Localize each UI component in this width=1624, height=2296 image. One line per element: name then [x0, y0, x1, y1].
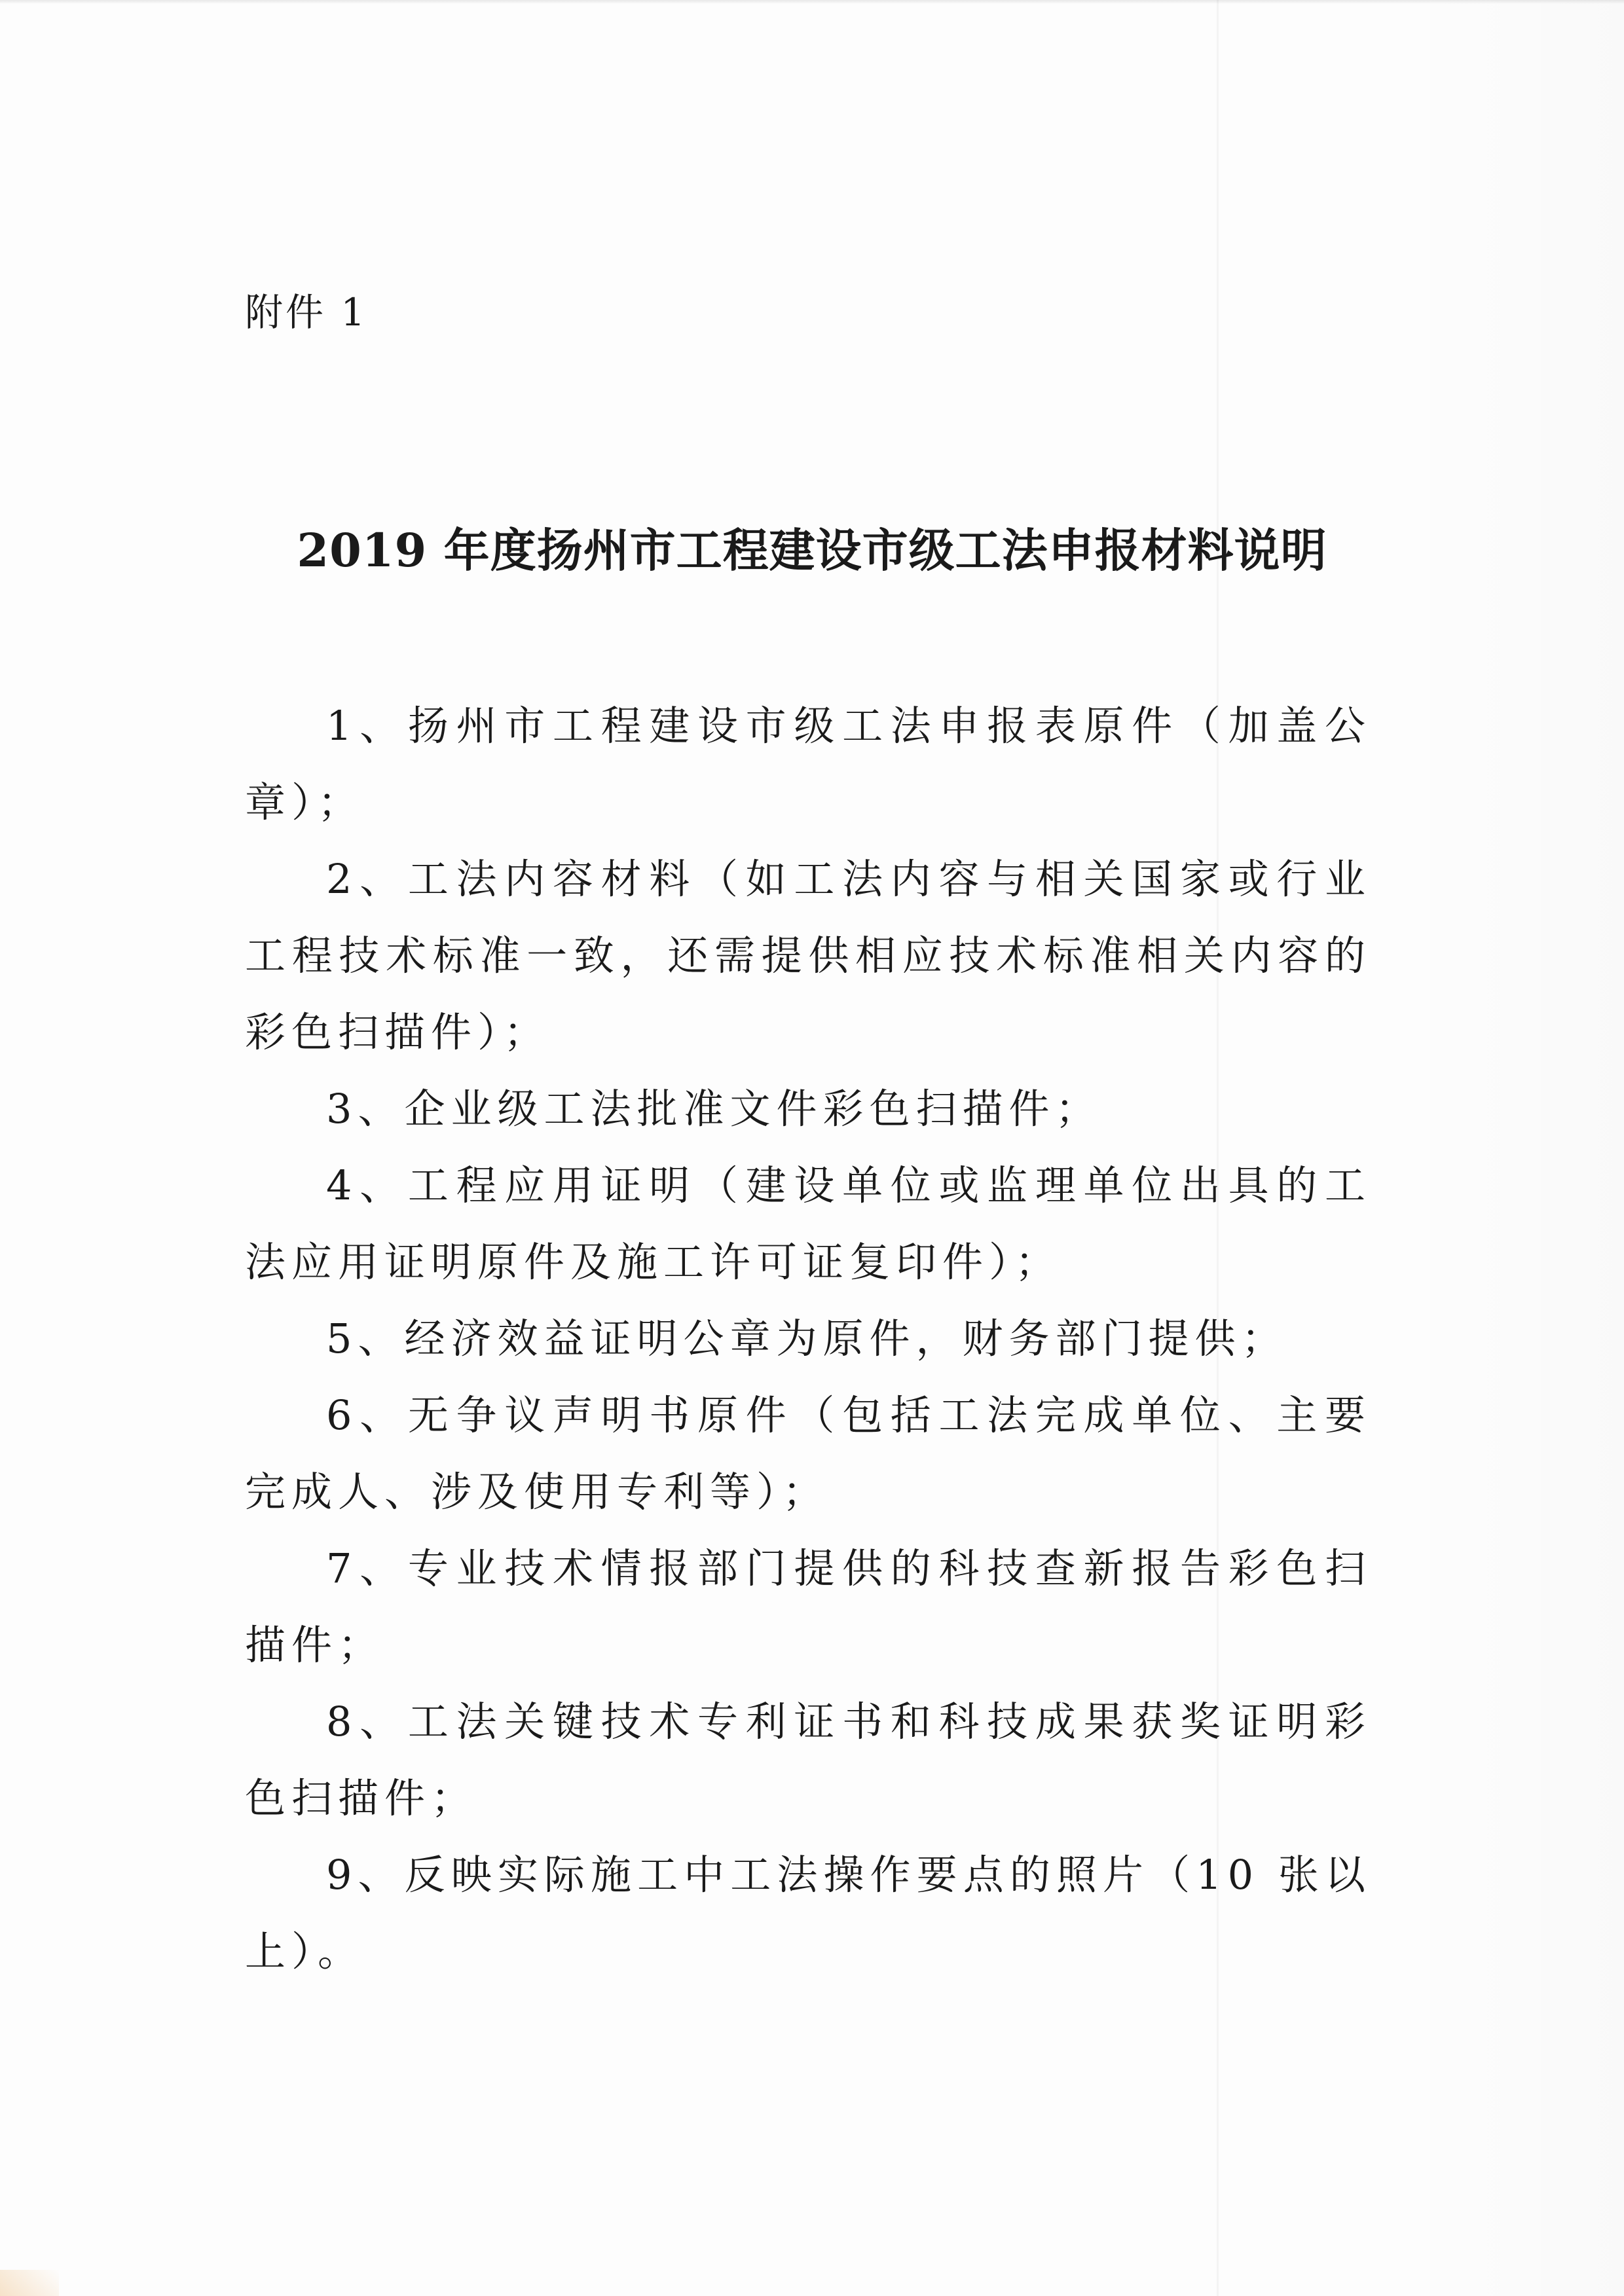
list-item: 9、反映实际施工中工法操作要点的照片（10 张以上）。: [245, 1851, 1371, 1975]
list-item: 5、经济效益证明公章为原件，财务部门提供；: [326, 1315, 1288, 1362]
list-item: 7、专业技术情报部门提供的科技查新报告彩色扫描件；: [245, 1544, 1371, 1669]
scan-artifact-edge: [1401, 0, 1624, 2296]
list-item: 4、工程应用证明（建设单位或监理单位出具的工法应用证明原件及施工许可证复印件）；: [245, 1161, 1371, 1286]
attachment-label: 附件 1: [245, 290, 368, 335]
list-item: 3、企业级工法批准文件彩色扫描件；: [326, 1085, 1102, 1133]
scan-artifact-corner: [0, 2270, 59, 2296]
list-item: 8、工法关键技术专利证书和科技成果获奖证明彩色扫描件；: [245, 1698, 1371, 1822]
document-title: 2019 年度扬州市工程建设市级工法申报材料说明: [297, 523, 1327, 577]
list-item: 2、工法内容材料（如工法内容与相关国家或行业工程技术标准一致，还需提供相应技术标准相关内容的彩色扫描件）；: [245, 855, 1371, 1056]
scan-artifact-top: [0, 0, 1624, 4]
list-item: 6、无争议声明书原件（包括工法完成单位、主要完成人、涉及使用专利等）；: [245, 1391, 1371, 1516]
requirements-list: [245, 687, 1371, 1990]
list-item: 1、扬州市工程建设市级工法申报表原件（加盖公章）；: [245, 702, 1371, 826]
